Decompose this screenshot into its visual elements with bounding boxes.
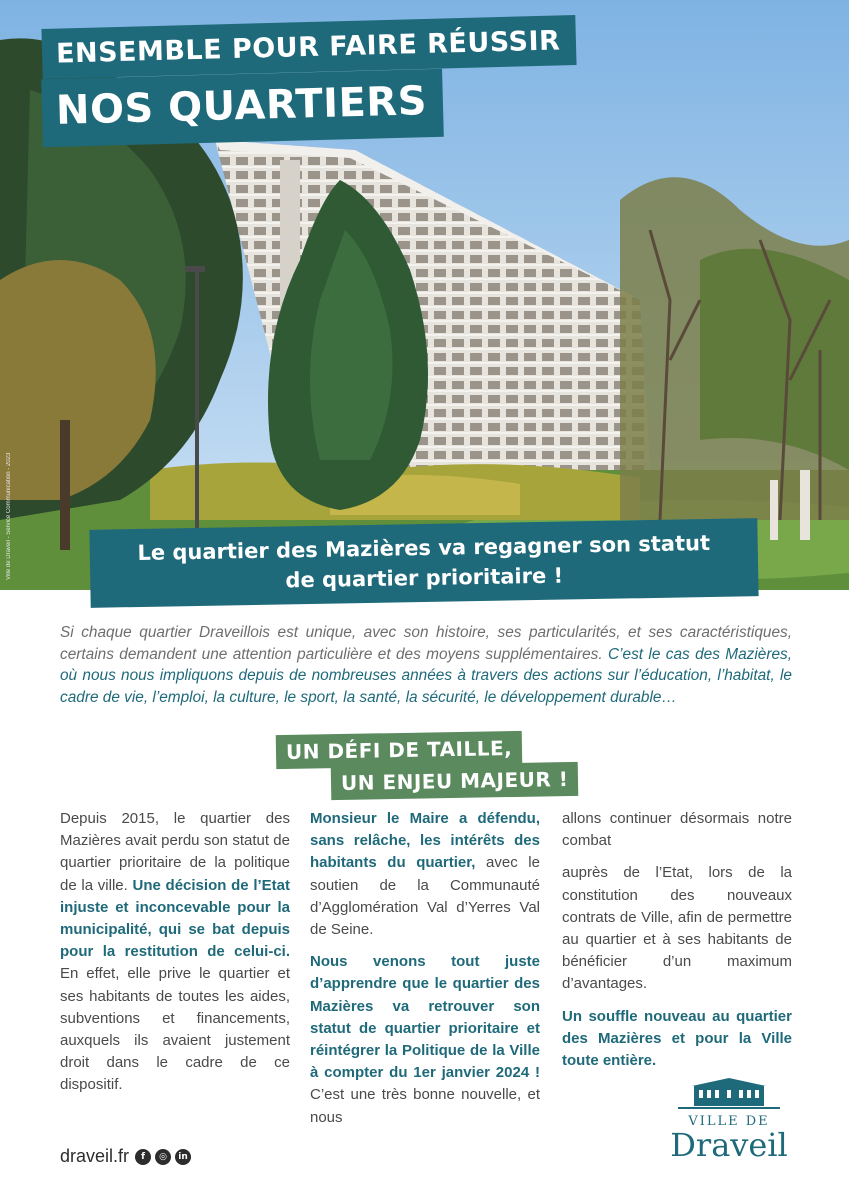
intro-paragraph	[60, 622, 792, 708]
column-3-paragraph-1: allons continuer désormais notre combat	[562, 810, 792, 850]
col3-text-c: Un souffle nouveau au quartier des Mazières et pour la Ville toute entière.	[562, 1007, 792, 1070]
town-hall-icon	[674, 1076, 784, 1110]
subhead-line-2: UN ENJEU MAJEUR !	[331, 762, 579, 800]
banner-text: Le quartier des Mazières va regagner son statut de quartier prioritaire !	[137, 531, 711, 593]
logo-small-text: VILLE DE	[688, 1114, 770, 1129]
column-1-paragraph	[60, 808, 290, 1097]
headline-line-1: ENSEMBLE POUR FAIRE RÉUSSIR	[41, 15, 577, 79]
side-credit: Ville de Draveil - Service Communication - 2023	[6, 452, 12, 580]
instagram-icon[interactable]: ◎	[155, 1149, 171, 1165]
col2-text-d: C’est une très bonne nouvelle, et nous	[310, 1086, 540, 1126]
subhead-line-1: UN DÉFI DE TAILLE,	[276, 731, 523, 769]
column-2-paragraph-1	[310, 808, 540, 941]
social-icons	[135, 1149, 191, 1165]
ville-de-draveil-logo	[664, 1076, 794, 1171]
headline-line-2: NOS QUARTIERS	[41, 69, 444, 147]
column-2	[310, 808, 540, 1139]
facebook-icon[interactable]: f	[135, 1149, 151, 1165]
column-3-paragraph-2: auprès de l’Etat, lors de la constitution des nouveaux contrats de Ville, afin de permettre au quartier et à ses habitants de bénéficier d’un maximum d’avantages.	[562, 864, 792, 993]
footer	[60, 1146, 191, 1167]
banner	[89, 518, 758, 608]
column-3	[562, 808, 792, 1082]
intro-text-2: C’est le cas des Mazières, où nous nous impliquons depuis de nombreuses années à travers des actions sur l’éducation, l’habitat, le cadre de vie, l’emploi, la culture, le sport, la santé, la sécurité, le développement durable…	[60, 645, 792, 706]
col1-text-a: Depuis 2015, le quartier des Mazières avait perdu son statut de quartier prioritaire de la politique de la ville.	[60, 810, 290, 894]
col2-text-b: avec le soutien de la Communauté d’Agglomération Val d’Yerres Val de Seine.	[310, 854, 540, 939]
col2-text-a: Monsieur le Maire a défendu, sans relâche, les intérêts des habitants du quartier,	[310, 810, 540, 872]
column-2-paragraph-2	[310, 951, 540, 1129]
intro-text-1: Si chaque quartier Draveillois est unique, avec son histoire, ses particularités, et ses caractéristiques, certains demandent une attention particulière et des moyens supplémentaires.	[60, 624, 792, 663]
column-3-paragraph-3	[562, 1006, 792, 1073]
col1-text-b: Une décision de l’Etat injuste et inconcevable pour la municipalité, qui se bat depuis pour la restitution de celui-ci.	[60, 876, 290, 961]
column-1	[60, 808, 290, 1107]
website-link[interactable]: draveil.fr	[60, 1146, 130, 1166]
col1-text-c: En effet, elle prive le quartier et ses habitants de toutes les aides, subventions et financements, auxquels ils avaient justement droit dans le cadre de ce dispositif.	[60, 965, 290, 1094]
logo-big-text: Draveil	[670, 1126, 788, 1164]
linkedin-icon[interactable]: in	[175, 1149, 191, 1165]
col2-text-c: Nous venons tout juste d’apprendre que le quartier des Mazières va retrouver son statut de quartier prioritaire et réintégrer la Politique de la Ville à compter du 1er janvier 2024 !	[310, 953, 540, 1082]
